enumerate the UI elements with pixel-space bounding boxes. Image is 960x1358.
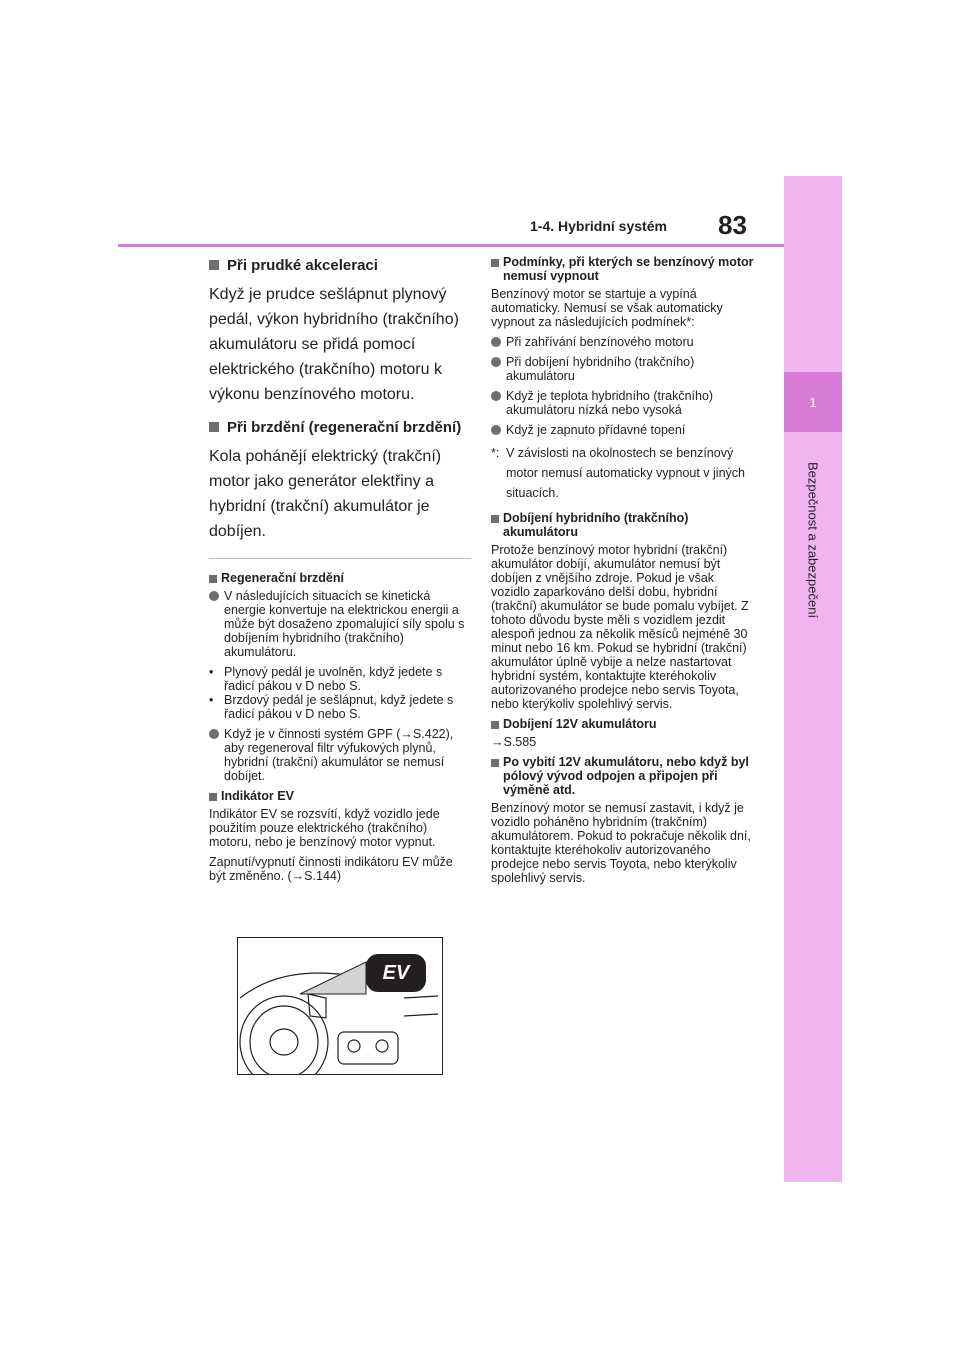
divider bbox=[209, 558, 471, 559]
subsection-heading: Dobíjení 12V akumulátoru bbox=[491, 717, 755, 731]
round-bullet-icon bbox=[491, 337, 501, 347]
chapter-side-tab bbox=[784, 176, 842, 1182]
center-console bbox=[338, 1032, 398, 1064]
sub-bullet-item: • Plynový pedál je uvolněn, když jedete s řadicí pákou v D nebo S. bbox=[209, 665, 443, 693]
left-column bbox=[209, 255, 471, 889]
square-bullet-icon bbox=[209, 575, 217, 583]
square-bullet-icon bbox=[491, 759, 499, 767]
sub-bullet-item: • Brzdový pedál je sešlápnut, když jedete s řadicí pákou v D nebo S. bbox=[209, 693, 454, 721]
dash-line-right bbox=[404, 996, 438, 998]
paragraph: Benzínový motor se startuje a vypíná automaticky. Nemusí se však automaticky vypnout za následujících podmínek*: bbox=[491, 287, 723, 329]
round-bullet-icon bbox=[491, 391, 501, 401]
section-heading: Při prudké akceleraci bbox=[209, 255, 471, 276]
paragraph: Když je prudce sešlápnut plynový pedál, výkon hybridního (trakčního) akumulátoru se přidá pomocí elektrického (trakčního) motoru k výkonu benzínového motoru. bbox=[209, 286, 459, 403]
page-reference: →S.585 bbox=[491, 735, 537, 749]
steering-hub bbox=[270, 1029, 298, 1055]
round-bullet-icon bbox=[209, 729, 219, 739]
round-bullet-icon bbox=[209, 591, 219, 601]
round-bullet-icon bbox=[491, 425, 501, 435]
chapter-number: 1 bbox=[784, 372, 842, 432]
steering-wheel-rim bbox=[240, 996, 328, 1074]
ev-indicator-label: EV bbox=[382, 961, 410, 984]
paragraph: Benzínový motor se nemusí zastavit, i když je vozidlo poháněno hybridním (trakčním) akumulátorem. Pokud to pokračuje několik dní, kontaktujte kteréhokoliv autorizovaného prodejce nebo servis Toyota, nebo kterýkoliv spolehlivý servis. bbox=[491, 801, 751, 885]
bullet-item: V následujících situacích se kinetická energie konvertuje na elektrickou energii a může být dosaženo zpomalující síly spolu s dobíjením hybridního (trakčního) akumulátoru. bbox=[209, 589, 471, 659]
subsection-heading: Podmínky, při kterých se benzínový motor nemusí vypnout bbox=[491, 255, 755, 283]
paragraph: Indikátor EV se rozsvítí, když vozidlo jede použitím pouze elektrického (trakčního) motoru, nebo je benzínový motor vypnut. bbox=[209, 807, 440, 849]
steering-wheel-inner bbox=[250, 1006, 318, 1074]
paragraph: Kola pohánějí elektrický (trakční) motor jako generátor elektřiny a hybridní (trakční) akumulátor je dobíjen. bbox=[209, 448, 442, 540]
callout-pointer bbox=[300, 962, 366, 994]
section-heading: Při brzdění (regenerační brzdění) bbox=[209, 417, 471, 438]
subsection-heading: Po vybití 12V akumulátoru, nebo když byl pólový vývod odpojen a připojen při výměně atd. bbox=[491, 755, 755, 797]
square-bullet-icon bbox=[491, 515, 499, 523]
square-bullet-icon bbox=[209, 422, 219, 432]
square-bullet-icon bbox=[491, 259, 499, 267]
subsection-heading: Indikátor EV bbox=[209, 789, 471, 803]
vent-left bbox=[348, 1040, 360, 1052]
vent-right bbox=[376, 1040, 388, 1052]
chapter-title: Bezpečnost a zabezpečení bbox=[805, 461, 821, 619]
footnote: *: V závislosti na okolnostech se benzínový motor nemusí automaticky vypnout v jiných situacích. bbox=[491, 443, 755, 503]
dashboard-illustration bbox=[237, 937, 443, 1075]
footnote-mark: *: bbox=[491, 446, 500, 460]
square-bullet-icon bbox=[209, 793, 217, 801]
bullet-item: Když je v činnosti systém GPF (→S.422), aby regeneroval filtr výfukových plynů, hybridní (trakční) akumulátor se nemusí dobíjet. bbox=[209, 727, 471, 783]
paragraph: Protože benzínový motor hybridní (trakční) akumulátor dobíjí, akumulátor nemusí být dobíjen z vnějšího zdroje. Pokud je však vozidlo zaparkováno delší dobu, hybridní (trakční) akumulátor se bude pomalu vybíjet. Z tohoto důvodu byste měli s vozidlem jezdit alespoň jednou za několik měsíců nejméně 30 minut nebo 16 km. Pokud se hybridní (trakční) akumulátor úplně vybije a nelze nastartovat hybridní systém, kontaktujte kteréhokoliv autorizovaného prodejce nebo servis Toyota, nebo kterýkoliv spolehlivý servis. bbox=[491, 543, 749, 711]
header-rule bbox=[118, 244, 784, 247]
bullet-item: Když je zapnuto přídavné topení bbox=[491, 423, 755, 437]
small-bullet-icon: • bbox=[209, 665, 214, 679]
round-bullet-icon bbox=[491, 357, 501, 367]
bullet-item: Když je teplota hybridního (trakčního) akumulátoru nízká nebo vysoká bbox=[491, 389, 755, 417]
subsection-heading: Regenerační brzdění bbox=[209, 571, 471, 585]
small-bullet-icon: • bbox=[209, 693, 214, 707]
subsection-heading: Dobíjení hybridního (trakčního) akumulátoru bbox=[491, 511, 755, 539]
bullet-item: Při dobíjení hybridního (trakčního) akumulátoru bbox=[491, 355, 755, 383]
square-bullet-icon bbox=[209, 260, 219, 270]
section-title: 1-4. Hybridní systém bbox=[530, 218, 667, 234]
right-column bbox=[491, 255, 755, 891]
paragraph: Zapnutí/vypnutí činnosti indikátoru EV může být změněno. (→S.144) bbox=[209, 855, 453, 883]
square-bullet-icon bbox=[491, 721, 499, 729]
page-number: 83 bbox=[718, 210, 747, 240]
dash-line-right-2 bbox=[404, 1014, 438, 1016]
bullet-item: Při zahřívání benzínového motoru bbox=[491, 335, 755, 349]
